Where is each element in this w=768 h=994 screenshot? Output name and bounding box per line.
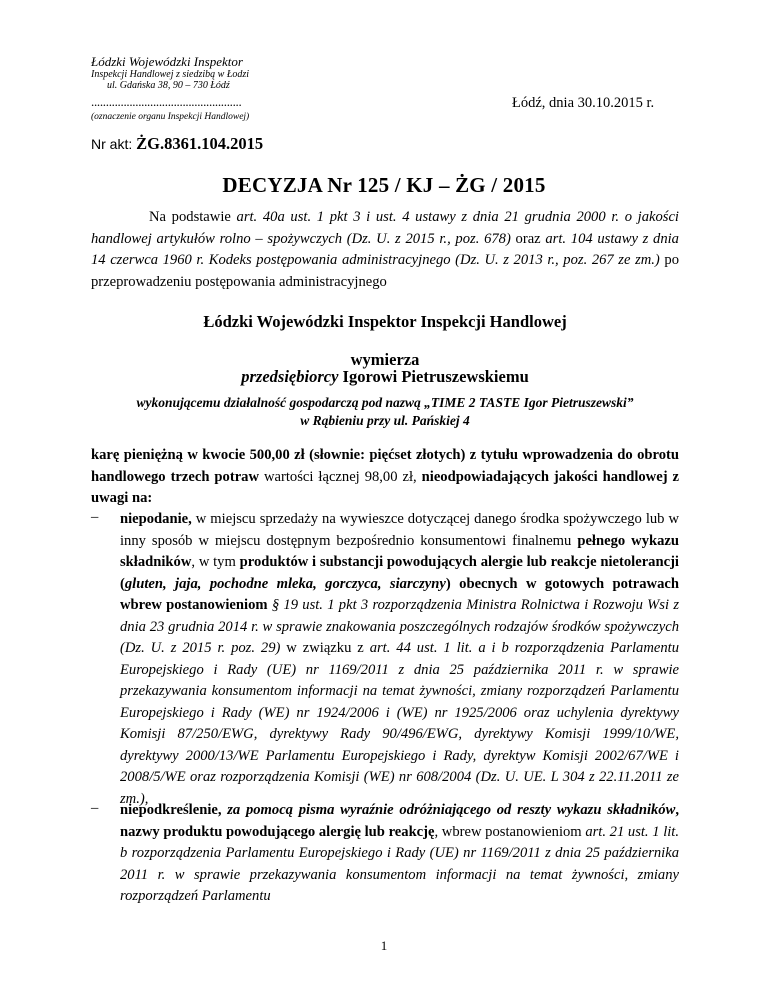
penalty-paragraph bbox=[91, 445, 679, 510]
intro-paragraph bbox=[91, 207, 679, 293]
action-verb: wymierza bbox=[350, 350, 420, 369]
bullet-dash: – bbox=[91, 509, 99, 525]
decision-title: DECYZJA Nr 125 / KJ – ŻG / 2015 bbox=[222, 173, 546, 197]
bullet-text: w miejscu sprzedaży na wywieszce dotyczącej danego środka spożywczego lub w inny sposób w miejscu dostępnym bezpośrednio konsumentowi finalnemu bbox=[120, 511, 679, 549]
intro-text: po przeprowadzeniu postępowania administracyjnego bbox=[91, 252, 679, 290]
penalty-reason: nieodpowiadających jakości handlowej z uwagi na: bbox=[91, 468, 679, 506]
office-name: Łódzki Wojewódzki Inspektor bbox=[91, 54, 243, 69]
reference-label: Nr akt: bbox=[91, 136, 133, 152]
bullet-text: gluten, jaja, pochodne mleka, gorczyca, siarczyny bbox=[124, 575, 446, 592]
office-caption: (oznaczenie organu Inspekcji Handlowej) bbox=[91, 112, 250, 122]
bullet-text: niepodanie, bbox=[120, 511, 192, 527]
bullet-text: , wbrew postanowieniom bbox=[434, 823, 586, 840]
bullet-text: , bbox=[675, 802, 679, 818]
bullet-text: , w tym bbox=[191, 554, 240, 570]
authority-name: Łódzki Wojewódzki Inspektor Inspekcji Handlowej bbox=[203, 312, 567, 331]
recipient bbox=[91, 367, 679, 387]
recipient-name: Igorowi Pietruszewskiemu bbox=[338, 367, 529, 386]
bullet-text: § 19 ust. 1 pkt 3 rozporządzenia Ministra Rolnictwa i Rozwoju Wsi z dnia 23 grudnia 2014 r. w sprawie znakowania poszczególnych rodzajów środków spożywczych (Dz. U. z 2015 r. poz. 29) bbox=[120, 597, 679, 656]
intro-text: Na podstawie bbox=[149, 209, 237, 225]
intro-legal-ref-1: art. 40a ust. 1 pkt 3 i ust. 4 ustawy z dnia 21 grudnia 2000 r. o jakości handlowej artykułów rolno – spożywczych (Dz. U. z 2015 r., poz. 678) bbox=[91, 209, 679, 247]
business-line-2: w Rąbieniu przy ul. Pańskiej 4 bbox=[300, 413, 470, 428]
place-date: Łódź, dnia 30.10.2015 r. bbox=[512, 95, 655, 111]
bullet-dash: – bbox=[91, 800, 99, 816]
bullet-text: ) obecnych w gotowych potrawach wbrew postanowieniom bbox=[120, 575, 679, 613]
bullet-item-2 bbox=[120, 800, 679, 908]
office-line2: Inspekcji Handlowej z siedzibą w Łodzi bbox=[91, 69, 250, 80]
bullet-text: za pomocą pisma wyraźnie odróżniającego od reszty wykazu składników bbox=[227, 802, 676, 818]
bullet-text: niepodkreślenie, bbox=[120, 802, 222, 818]
bullet-text: pełnego wykazu składników bbox=[120, 532, 679, 570]
page-number: 1 bbox=[380, 938, 388, 953]
penalty-amount: karę pieniężną w kwocie 500,00 zł (słownie: pięćset złotych) z tytułu wprowadzenia do obrotu handlowego trzech potraw bbox=[91, 447, 679, 485]
intro-legal-ref-2: art. 104 ustawy z dnia 14 czerwca 1960 r. Kodeks postępowania administracyjnego (Dz. U. z 2013 r., poz. 267 ze zm.) bbox=[91, 230, 679, 268]
bullet-item-1 bbox=[120, 509, 679, 810]
recipient-prefix: przedsiębiorcy bbox=[241, 367, 339, 386]
bullet-text: art. 21 ust. 1 lit. b rozporządzenia Parlamentu Europejskiego i Rady (UE) nr 1169/2011 z dnia 25 października 2011 r. w sprawie przekazywania konsumentom informacji na temat żywności, zmiany rozporządzeń Parlamentu bbox=[120, 823, 680, 904]
bullet-text: w związku z bbox=[280, 640, 370, 656]
bullet-text: ( bbox=[120, 575, 125, 592]
bullet-text: nazwy produktu powodującego alergię lub reakcję bbox=[120, 823, 435, 840]
intro-text: oraz bbox=[510, 230, 546, 247]
bullet-text: art. 44 ust. 1 lit. a i b rozporządzenia Parlamentu Europejskiego i Rady (UE) nr 1169/2011 z dnia 25 października 2011 r. w sprawie przekazywania konsumentom informacji na temat żywności, zmiany rozporządzeń Parlamentu Europejskiego i Rady (WE) nr 1924/2006 i (WE) nr 1925/2006 oraz uchylenia dyrektywy Komisji 87/250/EWG, dyrektywy Rady 90/496/EWG, dyrektywy Komisji 1999/10/WE, dyrektywy 2000/13/WE Parlamentu Europejskiego i Rady, dyrektyw Komisji 2002/67/WE i 2008/5/WE oraz rozporządzenia Komisji (WE) nr 608/2004 (Dz. U. UE. L 304 z 22.11.2011 ze zm.), bbox=[120, 640, 680, 807]
signature-dots: ................................................... bbox=[91, 94, 242, 109]
business-line-1: wykonującemu działalność gospodarczą pod nazwą „TIME 2 TASTE Igor Pietruszewski” bbox=[136, 395, 634, 410]
bullet-text: produktów i substancji powodujących alergie lub reakcje nietolerancji bbox=[239, 554, 679, 570]
reference-value: ŻG.8361.104.2015 bbox=[136, 134, 264, 153]
reference-number bbox=[91, 134, 263, 154]
business-info bbox=[91, 394, 679, 430]
penalty-value: wartości łącznej 98,00 zł, bbox=[259, 468, 422, 485]
office-address: ul. Gdańska 38, 90 – 730 Łódź bbox=[107, 80, 230, 91]
